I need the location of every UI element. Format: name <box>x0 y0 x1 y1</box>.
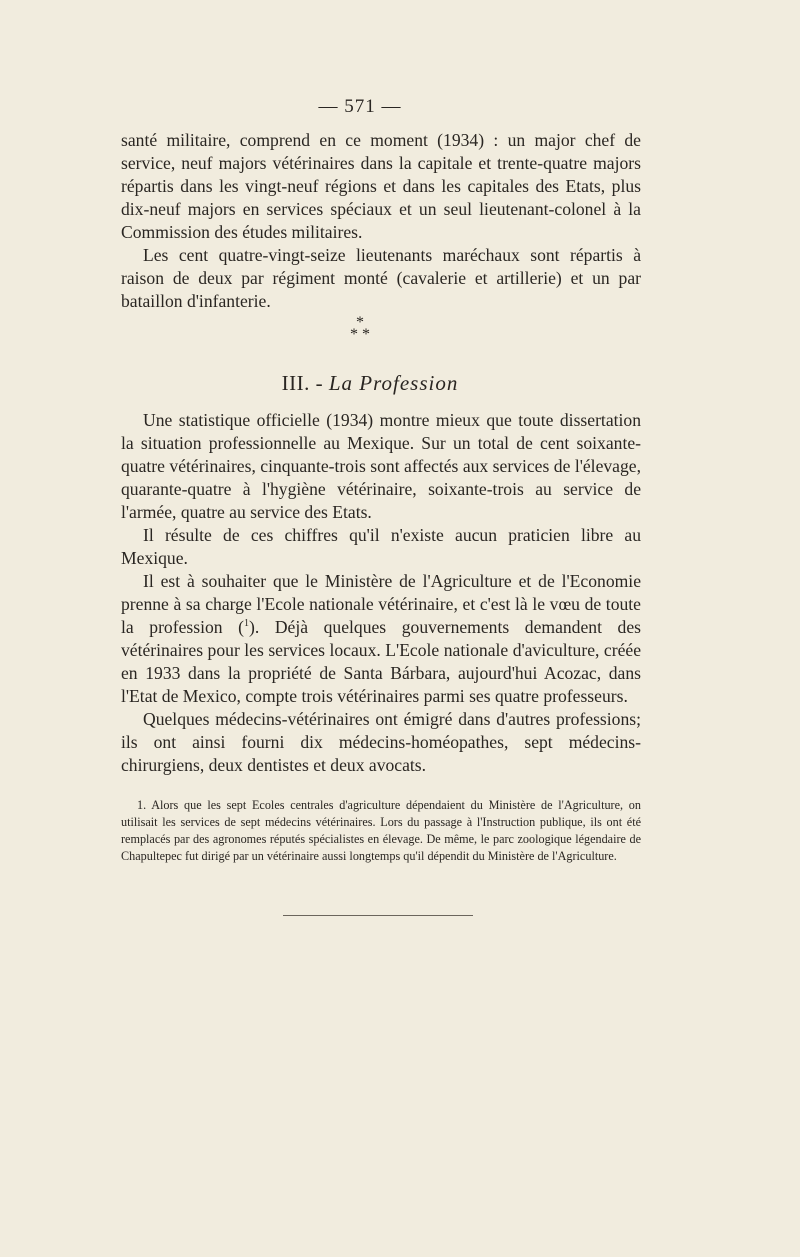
section-number: III. - <box>281 371 324 395</box>
paragraph: Quelques médecins-vétérinaires ont émigré dans d'autres professions; ils ont ainsi fourni dix médecins-homéopathes, sept médecins-chirurgiens, deux dentistes et deux avocats. <box>121 709 641 775</box>
text-block-section <box>121 409 641 777</box>
paragraph: Une statistique officielle (1934) montre mieux que toute dissertation la situation professionnelle au Mexique. Sur un total de cent soixante-quatre vétérinaires, cinquante-trois sont affectés aux services de l'élevage, quarante-quatre à l'hygiène vétérinaire, soixante-trois au service de l'armée, quatre au service des Etats. <box>121 410 641 522</box>
page-number: — 571 — <box>318 96 402 117</box>
paragraph: santé militaire, comprend en ce moment (1934) : un major chef de service, neuf majors vétérinaires dans la capitale et trente-quatre majors répartis dans les vingt-neuf régions et dans les capitales des Etats, plus dix-neuf majors en services spéciaux et un seul lieutenant-colonel à la Commission des études militaires. <box>121 130 641 242</box>
asterism-bottom: * * <box>350 326 370 343</box>
asterism-top: * <box>356 314 364 331</box>
paragraph-text: ). Déjà quelques gouvernements demandent des vétérinaires pour les services locaux. L'Ecole nationale d'aviculture, créée en 1933 dans la propriété de Santa Bárbara, aujourd'hui Acozac, dans l'Etat de Mexico, compte trois vétérinaires parmi ses quatre professeurs. <box>121 617 641 706</box>
section-asterism <box>0 314 720 343</box>
footnote-marker: 1 <box>244 618 249 630</box>
footnote-text: 1. Alors que les sept Ecoles centrales d'agriculture dépendaient du Ministère de l'Agriculture, on utilisait les services de sept médecins vétérinaires. Lors du passage à l'Instruction publique, ils ont été remplacés par des agronomes réputés spécialistes en élevage. De même, le parc zoologique légendaire de Chapultepec fut dirigé par un vétérinaire aussi longtemps qu'il dépendit du Ministère de l'Agriculture. <box>121 798 641 863</box>
paragraph-text: Il est à souhaiter que le Ministère de l'Agriculture et de l'Economie prenne à sa charge l'Ecole nationale vétérinaire, et c'est là le vœu de toute la profession ( <box>121 571 641 637</box>
divider-rule <box>283 915 473 916</box>
text-block-top <box>121 129 641 313</box>
section-heading <box>0 371 740 396</box>
paragraph: Il résulte de ces chiffres qu'il n'existe aucun praticien libre au Mexique. <box>121 525 641 568</box>
footnote <box>121 797 641 865</box>
paragraph <box>121 570 641 708</box>
paragraph: Les cent quatre-vingt-seize lieutenants maréchaux sont répartis à raison de deux par régiment monté (cavalerie et artillerie) et un par bataillon d'infanterie. <box>121 245 641 311</box>
section-title: La Profession <box>328 371 459 395</box>
